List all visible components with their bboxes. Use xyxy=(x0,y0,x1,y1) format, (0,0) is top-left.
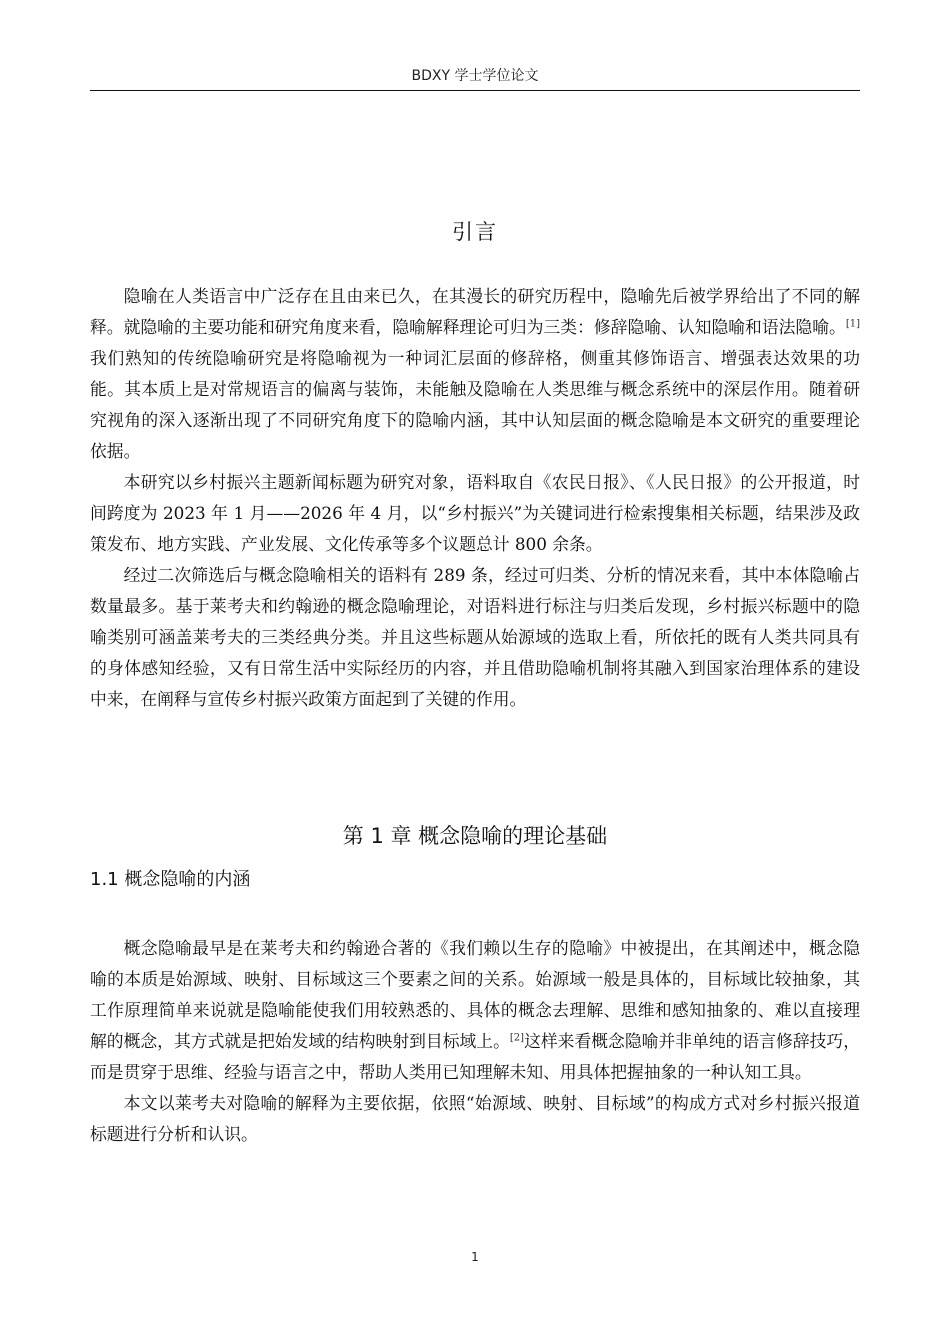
paragraph-text: 隐喻在人类语言中广泛存在且由来已久，在其漫长的研究历程中，隐喻先后被学界给出了不同的解释。就隐喻的主要功能和研究角度来看，隐喻解释理论可归为三类：修辞隐喻、认知隐喻和语法隐喻。 xyxy=(90,286,860,337)
paragraph-text: 这样来看概念隐喻并非单纯的语言修辞技巧，而是贯穿于思维、经验与语言之中，帮助人类用已知理解未知、用具体把握抽象的一种认知工具。 xyxy=(90,1031,860,1082)
chapter-1-title: 第 1 章 概念隐喻的理论基础 xyxy=(342,824,608,848)
introduction-paragraph-1 xyxy=(90,281,860,467)
citation-marker: [2] xyxy=(509,1032,525,1044)
header-rule xyxy=(90,90,860,91)
section-1-1-paragraph-2: 本文以莱考夫对隐喻的解释为主要依据，依照“始源域、映射、目标域”的构成方式对乡村振兴报道标题进行分析和认识。 xyxy=(90,1093,860,1144)
section-1-1-body xyxy=(90,933,860,1150)
introduction-paragraph-2: 本研究以乡村振兴主题新闻标题为研究对象，语料取自《农民日报》、《人民日报》的公开报道，时间跨度为 2023 年 1 月——2026 年 4 月，以“乡村振兴”为关键词进行检索搜集相关标题，结果涉及政策发布、地方实践、产业发展、文化传承等多个议题总计 800 余条。 xyxy=(90,472,860,554)
citation-marker: [1] xyxy=(845,318,860,330)
introduction-body xyxy=(90,281,860,715)
section-1-1-paragraph-1 xyxy=(90,933,860,1088)
running-header: BDXY 学士学位论文 xyxy=(411,68,539,84)
introduction-title: 引言 xyxy=(452,220,498,244)
paragraph-text: 概念隐喻最早是在莱考夫和约翰逊合著的《我们赖以生存的隐喻》中被提出，在其阐述中，概念隐喻的本质是始源域、映射、目标域这三个要素之间的关系。始源域一般是具体的，目标域比较抽象，其工作原理简单来说就是隐喻能使我们用较熟悉的、具体的概念去理解、思维和感知抽象的、难以直接理解的概念，其方式就是把始发域的结构映射到目标域上。 xyxy=(90,938,860,1051)
paragraph-text: 我们熟知的传统隐喻研究是将隐喻视为一种词汇层面的修辞格，侧重其修饰语言、增强表达效果的功能。其本质上是对常规语言的偏离与装饰，未能触及隐喻在人类思维与概念系统中的深层作用。随着研究视角的深入逐渐出现了不同研究角度下的隐喻内涵，其中认知层面的概念隐喻是本文研究的重要理论依据。 xyxy=(90,348,860,461)
page-number: 1 xyxy=(471,1250,479,1264)
introduction-paragraph-3: 经过二次筛选后与概念隐喻相关的语料有 289 条，经过可归类、分析的情况来看，其中本体隐喻占数量最多。基于莱考夫和约翰逊的概念隐喻理论，对语料进行标注与归类后发现，乡村振兴标题中的隐喻类别可涵盖莱考夫的三类经典分类。并且这些标题从始源域的选取上看，所依托的既有人类共同具有的身体感知经验，又有日常生活中实际经历的内容，并且借助隐喻机制将其融入到国家治理体系的建设中来，在阐释与宣传乡村振兴政策方面起到了关键的作用。 xyxy=(90,565,860,709)
section-1-1-title: 1.1 概念隐喻的内涵 xyxy=(90,869,251,890)
